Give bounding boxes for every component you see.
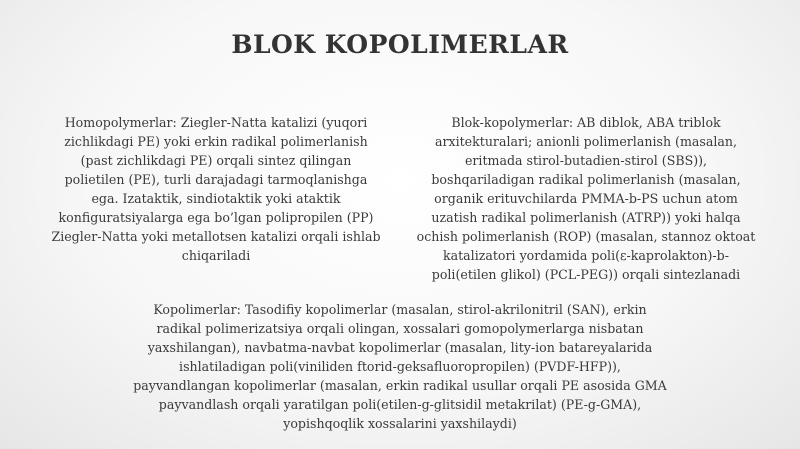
copolymers-text: Kopolimerlar: Tasodifiy kopolimerlar (masalan, stirol-akrilonitril (SAN), erkin radikal polimerizatsiya orqali olingan, xossalari gomopolymerlarga nisbatan yaxshilangan), navbatma-navbat kopolimerlar (masalan, lity-ion batareyalarida ishlatiladigan poli(viniliden ftorid-geksafluoropropilen) (PVDF-HFP)), payvandlangan kopolimerlar (masalan, erkin radikal usullar orqali PE asosida GMA payvandlash orqali yaratilgan poli(etilen-g-glitsidil metakrilat) (PE-g-GMA), yopishqoqlik xossalarini yaxshilaydi) <box>133 302 667 431</box>
homopolymers-text: Homopolymerlar: Ziegler-Natta katalizi (yuqori zichlikdagi PE) yoki erkin radikal polimerlanish (past zichlikdagi PE) orqali sintez qilingan polietilen (PE), turli darajadagi tarmoqlanishga ega. Izataktik, sindiotaktik yoki ataktik konfiguratsiyalarga ega bo’lgan polipropilen (PP) Ziegler-Natta yoki metallotsen katalizi orqali ishlab chiqariladi <box>51 115 381 263</box>
slide-title: BLOK KOPOLIMERLAR <box>231 30 569 59</box>
block-copolymers-text: Blok-kopolymerlar: AB diblok, ABA triblok arxitekturalari; anionli polimerlanish (masalan, eritmada stirol-butadien-stirol (SBS)), boshqariladigan radikal polimerlanish (masalan, organik erituvchilarda PMMA-b-PS uchun atom uzatish radikal polimerlanish (ATRP)) yoki halqa ochish polimerlanish (ROP) (masalan, stannoz oktoat katalizatori yordamida poli(ε-kaprolakton)-b-poli(etilen glikol) (PCL-PEG)) orqali sintezlanadi <box>416 115 756 282</box>
